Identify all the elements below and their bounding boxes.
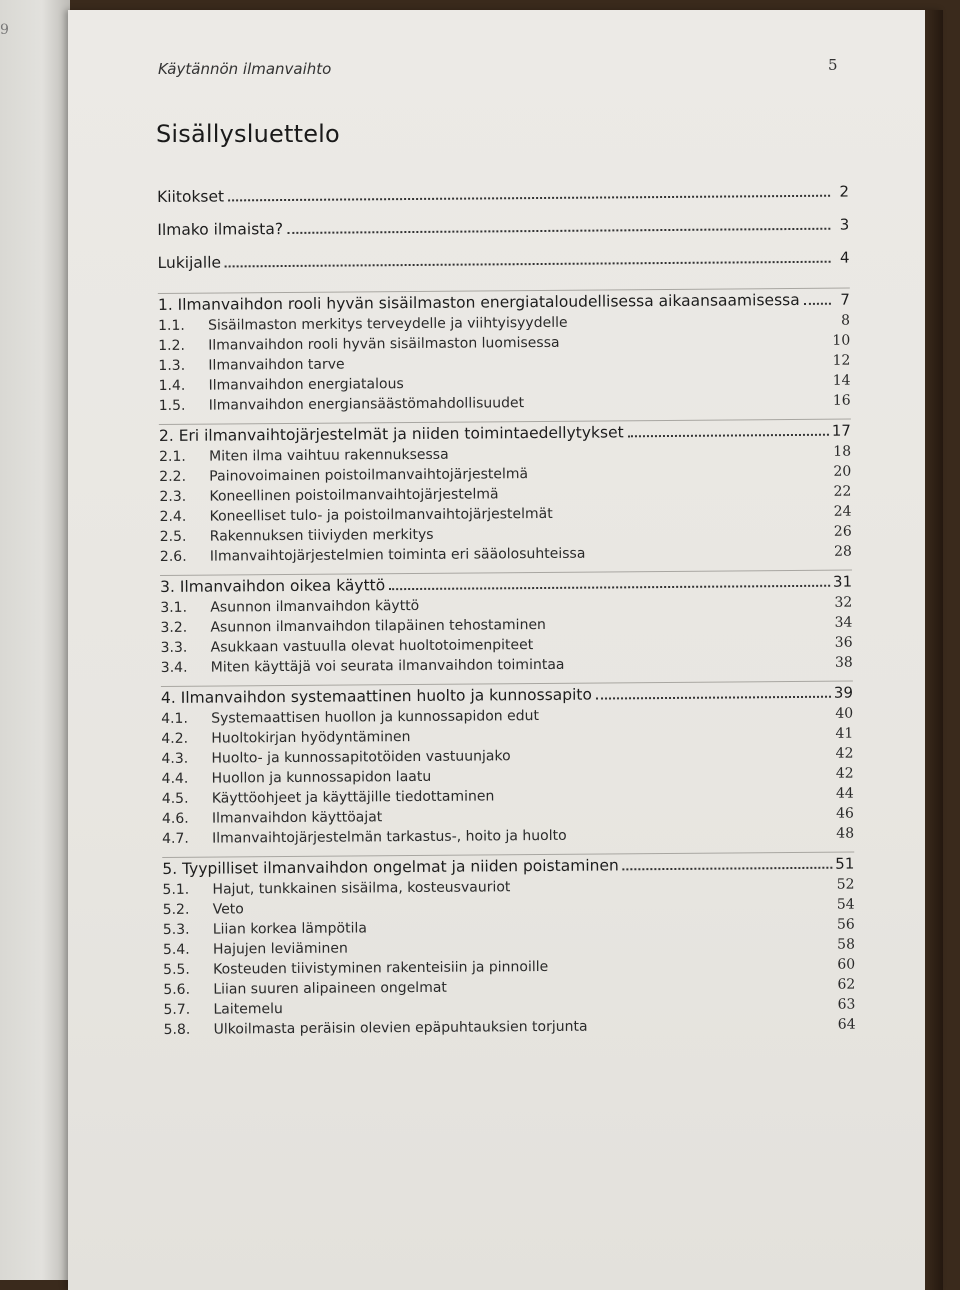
subentry-number: 5.4. [162, 941, 190, 958]
dot-leader [623, 866, 832, 871]
toc-chapter-4 [161, 681, 854, 851]
subentry-page: 54 [836, 896, 855, 913]
subentry-title: Painovoimainen poistoilmanvaihtojärjestelmä [209, 466, 529, 485]
toc-chapter-1 [158, 288, 851, 418]
subentry-number: 1.2. [158, 337, 186, 354]
subentry-number: 1.1. [158, 317, 185, 334]
subentry-title: Miten ilma vaihtuu rakennuksessa [209, 446, 449, 465]
subentry-title: Systemaattisen huollon ja kunnossapidon edut [211, 708, 540, 727]
running-header-title: Käytännön ilmanvaihto [158, 60, 332, 78]
subentry-page: 56 [836, 916, 855, 933]
subentry-page: 32 [834, 594, 853, 611]
subentry-number: 4.1. [161, 710, 188, 727]
subentry-title: Ilmanvaihdon tarve [208, 356, 345, 374]
subentry-page: 26 [833, 523, 852, 540]
toc-entry [158, 249, 850, 287]
subentry-page: 40 [835, 705, 854, 722]
dot-leader [287, 227, 830, 234]
dot-leader [596, 695, 831, 700]
subentry-number: 3.1. [160, 599, 188, 616]
subentry-page: 58 [837, 936, 856, 953]
subentry-title: Miten käyttäjä voi seurata ilmanvaihdon toimintaa [210, 656, 565, 676]
dot-leader [228, 194, 830, 202]
subentry-title: Asunnon ilmanvaihdon käyttö [210, 597, 420, 616]
subentry-page: 48 [836, 825, 855, 842]
running-header-page-number: 5 [828, 56, 838, 74]
chapter-title: 5. Tyypilliset ilmanvaihdon ongelmat ja niiden poistaminen [162, 856, 619, 878]
subentry-number: 5.6. [163, 981, 191, 998]
subentry-number: 5.5. [163, 961, 190, 978]
subentry-number: 5.7. [163, 1001, 191, 1018]
toc-chapter-2 [159, 419, 852, 569]
chapter-page: 17 [831, 421, 851, 440]
subentry-page: 28 [833, 543, 852, 560]
subentry-number: 4.2. [161, 730, 189, 747]
page-edge-shadow [925, 10, 943, 1290]
subentry-number: 5.1. [162, 881, 190, 898]
subentry-title: Rakennuksen tiiviyden merkitys [209, 526, 434, 545]
chapter-page: 7 [840, 290, 850, 309]
subentry-page: 18 [833, 443, 852, 460]
toc-subentry [159, 393, 851, 418]
toc-subentry [160, 544, 852, 569]
dot-leader [804, 302, 831, 305]
subentry-title: Huoltokirjan hyödyntäminen [211, 729, 411, 747]
subentry-title: Veto [212, 901, 244, 918]
subentry-number: 2.2. [159, 468, 187, 485]
table-of-contents [157, 183, 856, 1042]
subentry-title: Kosteuden tiivistyminen rakenteisiin ja pinnoille [213, 958, 549, 978]
toc-entry [157, 216, 849, 254]
subentry-title: Sisäilmaston merkitys terveydelle ja viihtyisyydelle [208, 314, 568, 334]
subentry-title: Hajujen leviäminen [212, 940, 348, 958]
subentry-page: 63 [837, 996, 856, 1013]
subentry-number: 5.2. [162, 901, 190, 918]
subentry-number: 3.3. [160, 639, 188, 656]
toc-entry-page: 2 [839, 182, 850, 201]
toc-heading: Sisällysluettelo [156, 120, 340, 148]
subentry-number: 4.6. [161, 810, 189, 827]
subentry-title: Asukkaan vastuulla olevat huoltotoimenpiteet [210, 637, 534, 656]
dot-leader [389, 584, 830, 590]
toc-subentry [162, 826, 854, 851]
subentry-title: Koneelliset tulo- ja poistoilmanvaihtojärjestelmät [209, 505, 553, 525]
subentry-page: 12 [832, 352, 851, 369]
subentry-number: 4.4. [161, 770, 189, 787]
chapter-title: 2. Eri ilmanvaihtojärjestelmät ja niiden toimintaedellytykset [158, 423, 624, 445]
subentry-page: 42 [835, 745, 854, 762]
subentry-page: 38 [834, 654, 853, 671]
subentry-page: 36 [834, 634, 853, 651]
subentry-title: Ulkoilmasta peräisin olevien epäpuhtauksien torjunta [213, 1018, 588, 1038]
subentry-number: 2.3. [159, 488, 187, 505]
chapter-page: 39 [833, 683, 854, 702]
subentry-title: Asunnon ilmanvaihdon tilapäinen tehostaminen [210, 616, 546, 636]
toc-entry-title: Ilmako ilmaista? [157, 220, 284, 239]
subentry-page: 24 [833, 503, 852, 520]
subentry-title: Ilmanvaihdon rooli hyvän sisäilmaston luomisessa [208, 334, 560, 354]
toc-entry-page: 3 [839, 215, 850, 234]
subentry-number: 2.5. [159, 528, 187, 545]
subentry-title: Liian korkea lämpötila [212, 920, 367, 938]
previous-page-number: 9 [0, 22, 9, 38]
toc-chapter-3 [160, 570, 853, 680]
chapter-title: 3. Ilmanvaihdon oikea käyttö [160, 576, 386, 596]
subentry-page: 34 [834, 614, 853, 631]
book-page [68, 10, 943, 1290]
subentry-page: 60 [837, 956, 856, 973]
subentry-page: 22 [833, 483, 852, 500]
subentry-number: 4.3. [161, 750, 189, 767]
subentry-number: 2.4. [159, 508, 187, 525]
subentry-title: Laitemelu [213, 1001, 283, 1018]
toc-entry-page: 4 [839, 248, 850, 267]
subentry-page: 8 [841, 312, 851, 329]
subentry-number: 5.8. [163, 1021, 191, 1038]
subentry-number: 3.2. [160, 619, 188, 636]
subentry-title: Huolto- ja kunnossapitotöiden vastuunjako [211, 748, 511, 767]
subentry-title: Ilmanvaihtojärjestelmän tarkastus-, hoito ja huolto [212, 827, 567, 847]
subentry-page: 10 [832, 332, 851, 349]
subentry-number: 4.7. [162, 830, 189, 847]
previous-page-edge [0, 0, 70, 1280]
subentry-title: Liian suuren alipaineen ongelmat [213, 979, 447, 998]
subentry-number: 5.3. [162, 921, 190, 938]
subentry-page: 44 [835, 785, 854, 802]
subentry-title: Hajut, tunkkainen sisäilma, kosteusvauriot [212, 879, 511, 898]
subentry-number: 1.5. [158, 397, 186, 414]
chapter-page: 31 [832, 572, 853, 591]
subentry-page: 64 [837, 1016, 856, 1033]
subentry-page: 52 [836, 876, 855, 893]
toc-subentry [164, 1017, 856, 1042]
subentry-page: 20 [833, 463, 852, 480]
subentry-page: 41 [835, 725, 854, 742]
subentry-page: 16 [832, 392, 851, 409]
chapter-page: 51 [835, 854, 855, 873]
subentry-title: Ilmanvaihdon energiatalous [208, 376, 404, 394]
toc-entry [157, 183, 849, 221]
subentry-number: 1.3. [158, 357, 186, 374]
chapter-title: 1. Ilmanvaihdon rooli hyvän sisäilmaston energiataloudellisessa aikaansaamisessa [157, 290, 800, 314]
subentry-number: 4.5. [161, 790, 189, 807]
subentry-title: Ilmanvaihdon energiansäästömahdollisuudet [208, 395, 525, 414]
subentry-page: 42 [835, 765, 854, 782]
subentry-number: 2.1. [159, 448, 186, 465]
dot-leader [225, 260, 831, 268]
subentry-title: Ilmanvaihtojärjestelmien toiminta eri sääolosuhteissa [209, 545, 586, 565]
dot-leader [628, 433, 829, 438]
chapter-title: 4. Ilmanvaihdon systemaattinen huolto ja kunnossapito [160, 685, 593, 707]
subentry-title: Huollon ja kunnossapidon laatu [211, 768, 432, 787]
toc-entry-title: Lukijalle [157, 253, 222, 272]
subentry-page: 14 [832, 372, 851, 389]
subentry-title: Käyttöohjeet ja käyttäjille tiedottaminen [211, 788, 495, 807]
subentry-page: 46 [836, 805, 854, 822]
subentry-number: 3.4. [160, 659, 188, 676]
subentry-title: Koneellinen poistoilmanvaihtojärjestelmä [209, 486, 499, 505]
toc-chapter-5 [162, 852, 855, 1042]
subentry-title: Ilmanvaihdon käyttöajat [211, 809, 383, 827]
subentry-number: 2.6. [159, 548, 187, 565]
subentry-page: 62 [837, 976, 856, 993]
toc-subentry [161, 655, 853, 680]
toc-entry-title: Kiitokset [157, 187, 225, 206]
subentry-number: 1.4. [158, 377, 186, 394]
